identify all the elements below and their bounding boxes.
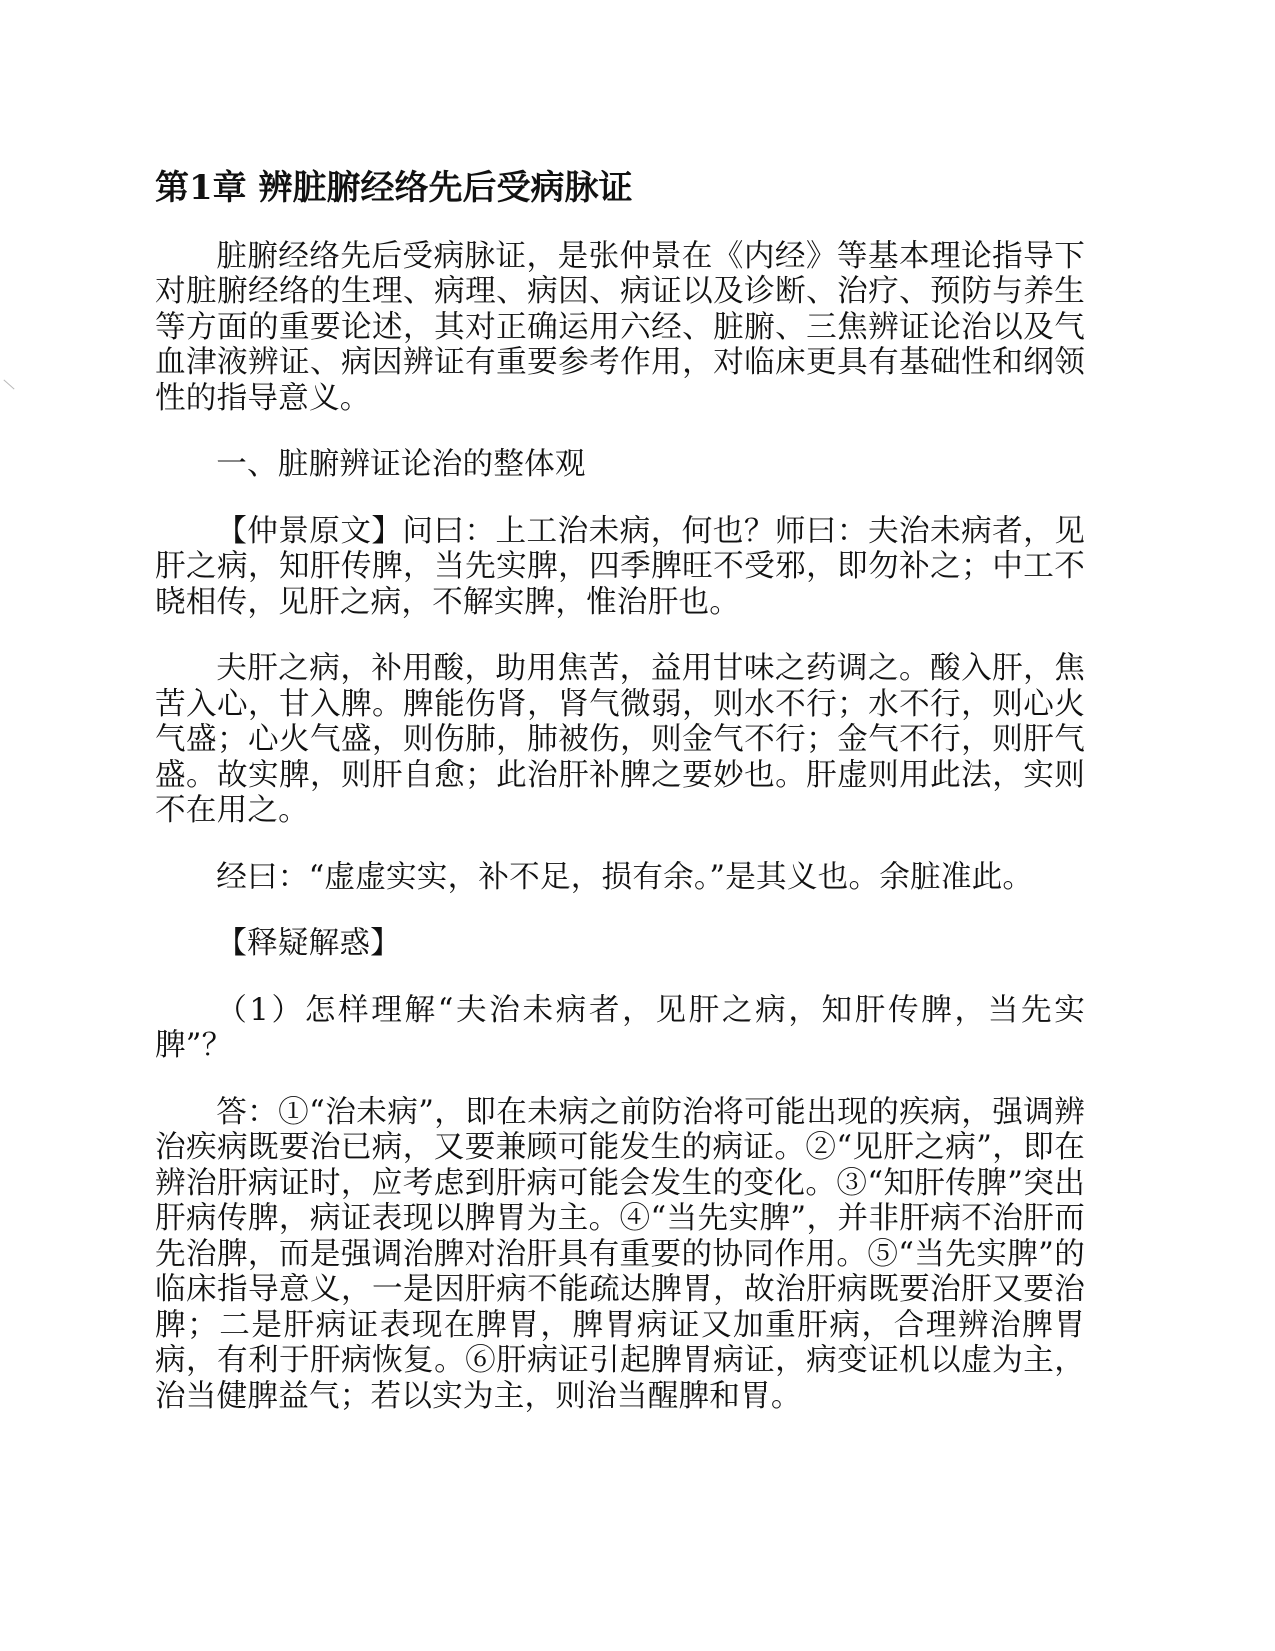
section-heading: 一、脏腑辨证论治的整体观 — [216, 447, 586, 483]
question-paragraph: （1）怎样理解“夫治未病者，见肝之病，知肝传脾，当先实脾”？ — [155, 992, 1085, 1064]
original-text-paragraph: 【仲景原文】问曰：上工治未病，何也？师曰：夫治未病者，见肝之病，知肝传脾，当先实脾，四季脾旺不受邪，即勿补之；中工不晓相传，见肝之病，不解实脾，惟治肝也。 — [155, 513, 1085, 620]
scan-artifact-mark — [3, 379, 14, 389]
answer-paragraph: 答：①“治未病”，即在未病之前防治将可能出现的疾病，强调辨治疾病既要治已病，又要兼顾可能发生的病证。②“见肝之病”，即在辨治肝病证时，应考虑到肝病可能会发生的变化。③“知肝传脾”突出肝病传脾，病证表现以脾胃为主。④“当先实脾”，并非肝病不治肝而先治脾，而是强调治脾对治肝具有重要的协同作用。⑤“当先实脾”的临床指导意义，一是因肝病不能疏达脾胃，故治肝病既要治肝又要治脾；二是肝病证表现在脾胃，脾胃病证又加重肝病，合理辨治脾胃病，有利于肝病恢复。⑥肝病证引起脾胃病证，病变证机以虚为主，治当健脾益气；若以实为主，则治当醒脾和胃。 — [155, 1094, 1085, 1414]
classic-quote-paragraph: 经曰：“虚虚实实，补不足，损有余。”是其义也。余脏准此。 — [216, 859, 1034, 895]
document-page — [155, 168, 1085, 1445]
explanation-heading: 【释疑解惑】 — [216, 926, 401, 962]
liver-disease-paragraph: 夫肝之病，补用酸，助用焦苦，益用甘味之药调之。酸入肝，焦苦入心，甘入脾。脾能伤肾，肾气微弱，则水不行；水不行，则心火气盛；心火气盛，则伤肺，肺被伤，则金气不行；金气不行，则肝气盛。故实脾，则肝自愈；此治肝补脾之要妙也。肝虚则用此法，实则不在用之。 — [155, 651, 1085, 829]
chapter-title: 第1章 辨脏腑经络先后受病脉证 — [155, 168, 633, 208]
intro-paragraph: 脏腑经络先后受病脉证，是张仲景在《内经》等基本理论指导下对脏腑经络的生理、病理、病因、病证以及诊断、治疗、预防与养生等方面的重要论述，其对正确运用六经、脏腑、三焦辨证论治以及气血津液辨证、病因辨证有重要参考作用，对临床更具有基础性和纲领性的指导意义。 — [155, 238, 1085, 416]
